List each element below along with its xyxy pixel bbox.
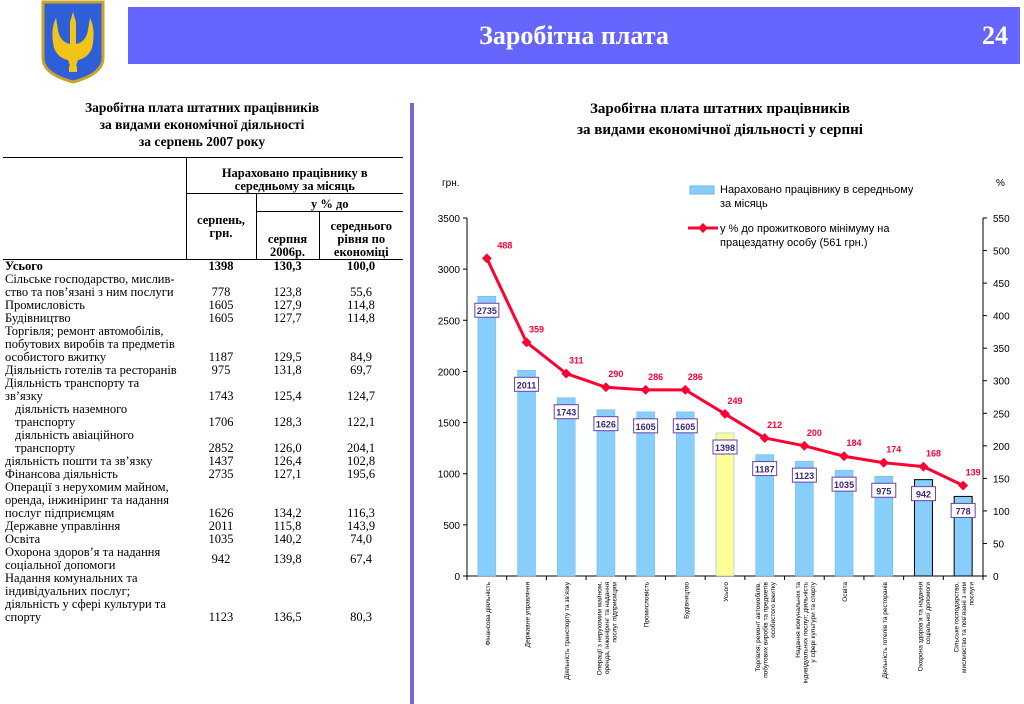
chart-title [420, 99, 1020, 141]
table-title-line: Заробітна плата штатних працівників [85, 100, 319, 115]
cell-avg: 124,7 [346, 389, 376, 403]
line-data-label: 200 [806, 427, 822, 438]
col-header-aug: серпень, грн. [186, 212, 256, 260]
row-label-line: зв’язку [5, 389, 43, 403]
page-number: 24 [982, 21, 1008, 50]
table-header-blank [3, 158, 186, 194]
table-row [3, 429, 403, 455]
cell-prev: 131,8 [273, 363, 302, 377]
line-point [641, 385, 651, 395]
y-tick-left-label: 1000 [437, 469, 460, 481]
bar [557, 398, 575, 576]
x-tick-label: Освіта [842, 582, 850, 602]
chart-title-line: Заробітна плата штатних працівників [590, 101, 850, 117]
table-title-line: за серпень 2007 року [138, 134, 266, 149]
page-title: Заробітна плата [479, 21, 669, 50]
cell-avg: 116,3 [347, 506, 375, 520]
x-tick-label: Торгівля; ремонт автомобілів, [755, 582, 763, 672]
cell-avg: 195,6 [346, 467, 376, 481]
cell-avg: 69,7 [350, 363, 372, 377]
bar-data-label: 1605 [675, 421, 696, 432]
cell-prev: 127,1 [273, 467, 302, 481]
cell-prev: 127,7 [273, 311, 302, 325]
cell-aug: 1626 [208, 506, 234, 520]
cell-prev: 130,3 [273, 259, 302, 273]
bar [478, 296, 496, 576]
cell-prev: 127,9 [273, 298, 302, 312]
bar [637, 412, 655, 576]
x-tick-label: Будівництво [683, 582, 691, 619]
row-label-line: особистого вжитку [5, 350, 107, 364]
cell-avg: 84,9 [350, 350, 372, 364]
x-tick-label: особистого вжитку [770, 582, 778, 638]
row-label-line: діяльність наземного [15, 402, 128, 416]
bar-data-label: 1187 [754, 464, 775, 475]
row-label-line: Будівництво [5, 311, 71, 325]
row-label-line: оренда, інжиніринг та надання [5, 493, 169, 507]
cell-aug: 1605 [208, 298, 234, 312]
cell-aug: 942 [211, 551, 231, 566]
cell-aug: 1187 [208, 350, 234, 364]
line-point [799, 441, 809, 451]
y-tick-right-label: 50 [993, 539, 1005, 551]
line-data-label: 174 [886, 444, 902, 455]
cell-aug: 1706 [208, 415, 234, 429]
cell-prev: 134,2 [273, 506, 302, 520]
table-row [3, 481, 403, 520]
line-data-label: 168 [925, 448, 941, 459]
bar-data-label: 2011 [516, 380, 537, 391]
legend-line-label: працездатну особу (561 грн.) [720, 237, 868, 249]
table-header-pct: у % до [256, 194, 403, 212]
row-label [3, 273, 186, 299]
table-header-blank [186, 194, 256, 212]
y-tick-right-label: 350 [993, 344, 1010, 356]
cell-prev: 126,0 [273, 441, 302, 455]
cell-aug: 1123 [208, 610, 234, 624]
row-label-line: індивідуальних послуг; [5, 584, 131, 598]
cell-avg: 67,4 [350, 551, 372, 566]
x-tick-label: Державне управління [524, 582, 532, 648]
table-row [3, 260, 403, 274]
line-point [958, 481, 968, 491]
chart-title-line: за видами економічної діяльності у серпні [577, 122, 863, 138]
row-label [3, 325, 186, 364]
x-tick-label: оренда, інжиніринг та надання [603, 582, 611, 675]
y-axis-right-label: % [996, 178, 1005, 189]
cell-prev: 126,4 [273, 454, 302, 468]
cell-avg: 143,9 [346, 519, 376, 533]
row-label-line: соціальної допомоги [5, 558, 116, 572]
row-label [3, 572, 186, 624]
x-tick-label: побутових виробів та предметів [762, 582, 770, 678]
cell-avg: 114,8 [347, 311, 375, 325]
cell-avg: 204,1 [346, 441, 376, 455]
bar-data-label: 942 [915, 489, 931, 500]
line-data-label: 139 [965, 467, 981, 478]
column-divider [410, 103, 414, 704]
y-tick-left-label: 1500 [437, 418, 460, 430]
y-tick-right-label: 300 [993, 376, 1010, 388]
cell-avg: 100,0 [346, 259, 376, 273]
legend-line-marker [698, 223, 708, 233]
x-tick-label: Діяльність транспорту та зв’язку [564, 582, 572, 680]
row-label-line: діяльність у сфері культури та [5, 597, 166, 611]
line-data-label: 286 [648, 371, 664, 382]
x-tick-label: Фінансова діяльність [484, 582, 492, 646]
cell-aug: 1398 [208, 259, 234, 273]
cell-aug: 2852 [208, 441, 234, 455]
table-header-main: Нараховано працівнику в середньому за місяць [186, 158, 403, 194]
y-tick-right-label: 250 [993, 409, 1010, 421]
table-title [0, 99, 404, 150]
legend-bar-label: за місяць [720, 198, 768, 210]
row-label [3, 546, 186, 572]
y-tick-left-label: 2000 [437, 367, 460, 379]
row-label-line: Усього [5, 259, 43, 273]
cell-aug: 778 [211, 285, 231, 299]
row-label-line: діяльність пошти та зв’язку [5, 454, 153, 468]
cell-avg: 102,8 [346, 454, 376, 468]
bar-data-label: 778 [955, 506, 971, 517]
line-data-label: 212 [767, 420, 783, 431]
y-tick-right-label: 550 [993, 214, 1010, 225]
y-tick-right-label: 400 [993, 311, 1010, 323]
row-label-line: транспорту [15, 415, 76, 429]
row-label [3, 260, 186, 274]
table-row [3, 325, 403, 364]
line-data-label: 359 [529, 324, 545, 335]
cell-aug: 1035 [208, 532, 234, 546]
row-label-line: Фінансова діяльність [5, 467, 118, 481]
line-point [919, 462, 929, 472]
line-data-label: 488 [497, 240, 513, 251]
y-tick-left-label: 2500 [437, 316, 460, 328]
cell-aug: 2011 [208, 519, 234, 533]
x-tick-label: соціальної допомоги [925, 582, 933, 645]
page-header-banner [128, 7, 1020, 64]
y-tick-left-label: 500 [443, 520, 460, 532]
cell-prev: 140,2 [273, 532, 302, 546]
cell-avg: 122,1 [346, 415, 376, 429]
cell-aug: 1437 [208, 454, 234, 468]
y-tick-right-label: 0 [993, 572, 999, 583]
y-tick-right-label: 150 [993, 474, 1010, 486]
legend-bar-label: Нараховано працівнику в середньому [720, 184, 914, 196]
salary-chart [420, 170, 1020, 704]
row-label-line: Охорона здоров’я та надання [5, 545, 161, 559]
table-title-line: за видами економічної діяльності [99, 117, 305, 132]
cell-aug: 1743 [208, 389, 234, 403]
line-data-label: 311 [568, 355, 584, 366]
bar-data-label: 1626 [595, 419, 616, 430]
y-tick-right-label: 200 [993, 441, 1010, 453]
cell-avg: 74,0 [350, 532, 372, 546]
table-row [3, 572, 403, 624]
cell-prev: 115,8 [273, 519, 302, 533]
table-header-blank [3, 212, 186, 260]
row-label [3, 429, 186, 455]
x-tick-label: індивідуальних послуг; діяльність [802, 582, 810, 684]
bar-data-label: 2735 [476, 306, 497, 317]
cell-prev: 123,8 [273, 285, 302, 299]
row-label-line: Надання комунальних та [5, 571, 138, 585]
coat-of-arms-icon [40, 0, 106, 84]
y-tick-right-label: 450 [993, 279, 1010, 291]
row-label-line: спорту [5, 610, 42, 624]
cell-aug: 975 [211, 363, 231, 377]
row-label-line: Освіта [5, 532, 41, 546]
row-label [3, 377, 186, 403]
cell-prev: 136,5 [273, 610, 302, 624]
bar-data-label: 975 [876, 486, 892, 497]
line-point [601, 382, 611, 392]
line-data-label: 184 [846, 438, 862, 449]
x-tick-label: Сільське господарство, [953, 582, 961, 653]
row-label-line: транспорту [15, 441, 76, 455]
x-tick-label: Операції з нерухомим майном, [596, 582, 604, 676]
row-label-line: побутових виробів та предметів [5, 337, 175, 351]
line-data-label: 286 [687, 371, 703, 382]
y-tick-left-label: 0 [454, 572, 460, 583]
legend-bar-swatch [690, 186, 714, 194]
table-row [3, 273, 403, 299]
row-label-line: Торгівля; ремонт автомобілів, [5, 324, 164, 338]
table-row [3, 520, 403, 533]
bar [597, 410, 615, 576]
cell-avg: 80,3 [350, 610, 372, 624]
table-row [3, 546, 403, 572]
cell-prev: 128,3 [273, 415, 302, 429]
bar [676, 412, 694, 576]
line-point [482, 253, 492, 263]
x-tick-label: у сфері культури та спорту [809, 582, 817, 663]
x-tick-label: послуги [968, 582, 976, 606]
row-label-line: послуг підприємцям [5, 506, 115, 520]
cell-aug: 1605 [208, 311, 234, 325]
row-label [3, 481, 186, 520]
cell-prev: 139,8 [273, 551, 302, 566]
row-label-line: Діяльність готелів та ресторанів [5, 363, 177, 377]
line-point [879, 458, 889, 468]
cell-prev: 129,5 [273, 350, 302, 364]
x-tick-label: послуг підприємцям [611, 582, 619, 643]
y-tick-left-label: 3500 [437, 214, 460, 225]
bar-data-label: 1743 [556, 407, 577, 418]
x-tick-label: Діяльність готелів та ресторанів [881, 582, 889, 679]
y-tick-right-label: 100 [993, 506, 1010, 518]
cell-avg: 114,8 [347, 298, 375, 312]
line-data-label: 290 [608, 369, 624, 380]
row-label-line: Сільське господарство, мислив- [5, 272, 175, 286]
table-header-blank [3, 194, 186, 212]
salary-table [3, 157, 403, 624]
row-label-line: Державне управління [5, 519, 121, 533]
x-tick-label: мисливство та пов’язані з ним [961, 582, 969, 673]
bar [518, 370, 536, 576]
cell-prev: 125,4 [273, 389, 302, 403]
col-header-avg: середнього рівня по економіці [319, 212, 403, 260]
table-row [3, 403, 403, 429]
bar-data-label: 1605 [635, 421, 656, 432]
row-label [3, 403, 186, 429]
y-tick-right-label: 500 [993, 246, 1010, 258]
bar-data-label: 1035 [834, 480, 855, 491]
x-tick-label: Надання комунальних та [794, 582, 802, 658]
x-tick-label: Охорона здоров’я та надання [917, 582, 925, 672]
bar-data-label: 1398 [714, 443, 736, 454]
legend-line-label: у % до прожиткового мінімуму на [720, 223, 890, 235]
line-point [839, 451, 849, 461]
x-tick-label: Промисловість [643, 582, 651, 628]
row-label-line: Операції з нерухомим майном, [5, 480, 169, 494]
x-tick-label: Усього [723, 582, 730, 602]
row-label-line: Промисловість [5, 298, 86, 312]
table-row [3, 377, 403, 403]
bar-data-label: 1123 [794, 471, 815, 482]
row-label-line: діяльність авіаційного [15, 428, 134, 442]
y-axis-left-label: грн. [442, 178, 460, 189]
col-header-prev: серпня 2006р. [256, 212, 319, 260]
row-label-line: ство та пов’язані з ним послуги [5, 285, 174, 299]
cell-avg: 55,6 [350, 285, 372, 299]
row-label-line: Діяльність транспорту та [5, 376, 140, 390]
y-tick-left-label: 3000 [437, 265, 460, 277]
cell-aug: 2735 [208, 467, 234, 481]
line-data-label: 249 [727, 395, 743, 406]
